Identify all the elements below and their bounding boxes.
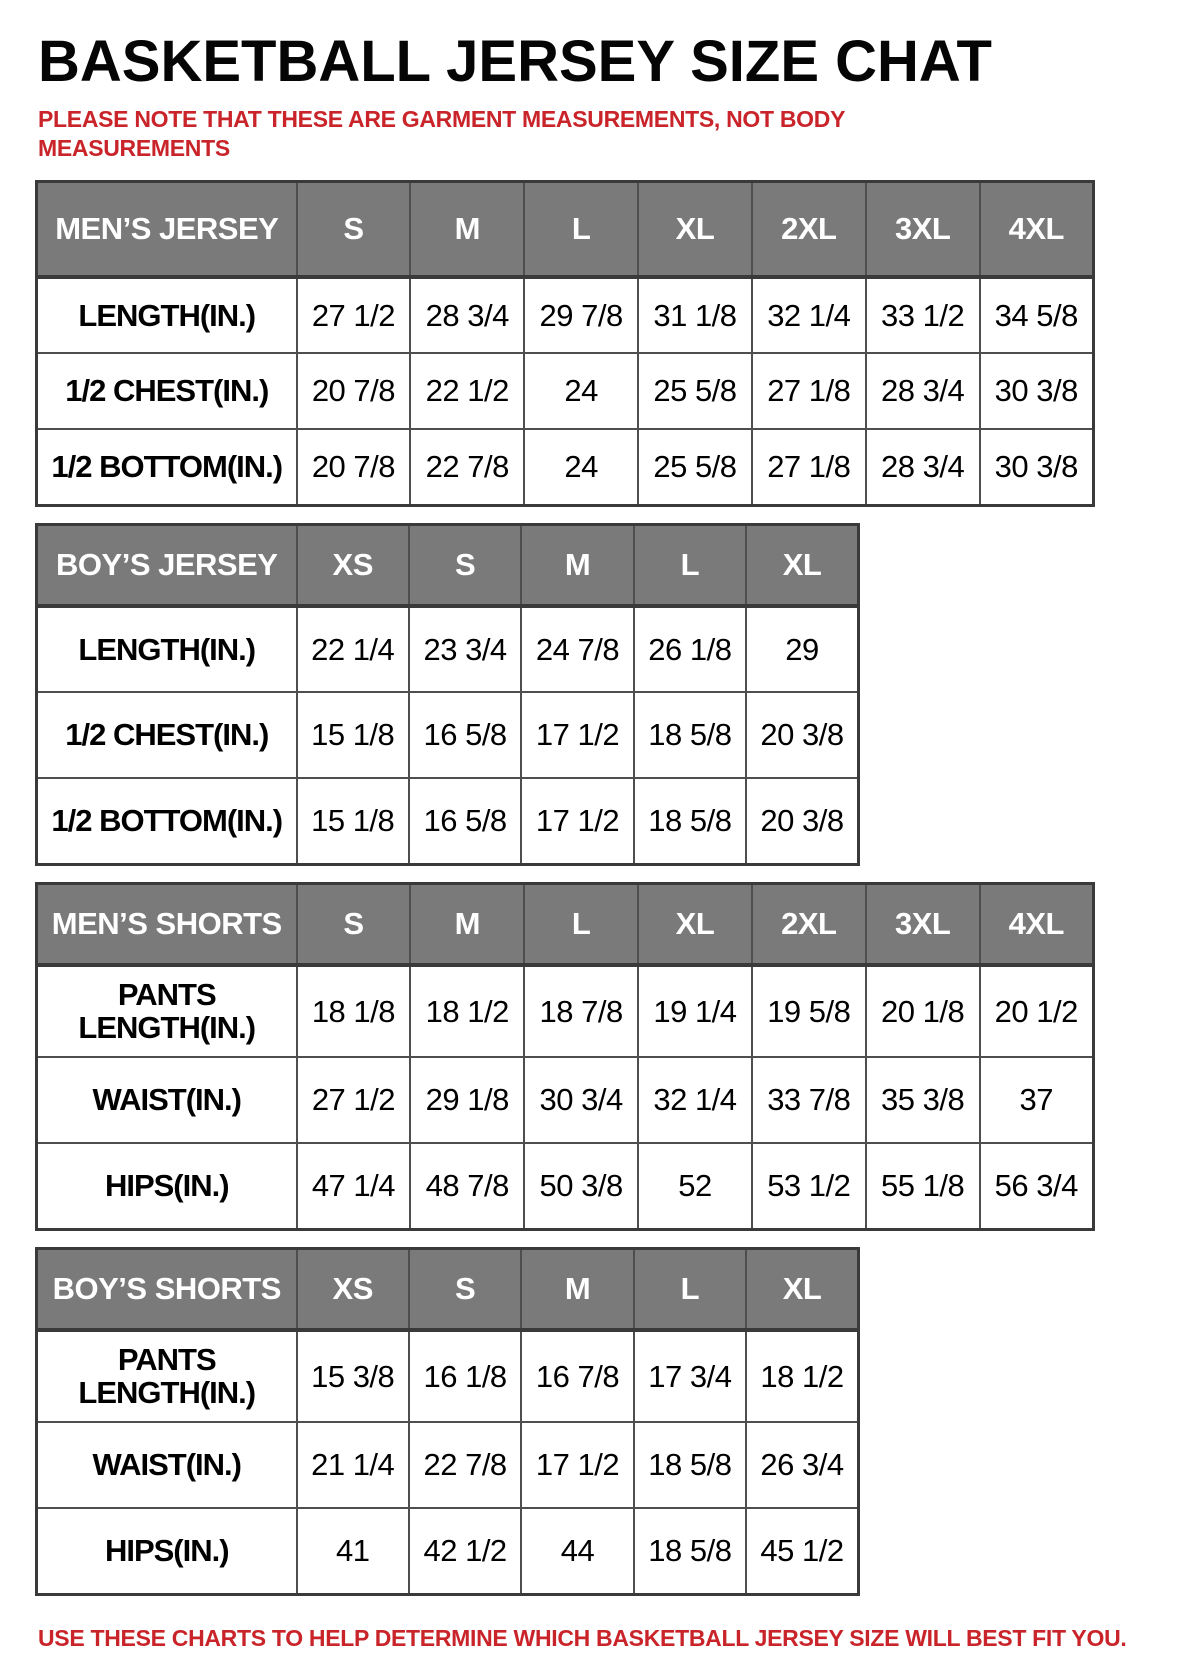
size-value-cell: 55 1/8 (866, 1143, 980, 1229)
row-label-cell: LENGTH(IN.) (37, 606, 297, 692)
size-value-cell: 20 1/8 (866, 965, 980, 1057)
size-value-cell: 29 (746, 606, 858, 692)
size-value-cell: 15 3/8 (297, 1330, 409, 1422)
size-value-cell: 18 5/8 (634, 778, 746, 864)
tables-area (0, 180, 1200, 1596)
table-row (37, 1508, 859, 1594)
size-value-cell: 22 7/8 (410, 429, 524, 505)
men-s-jersey-table (35, 180, 1095, 507)
size-value-cell: 28 3/4 (866, 429, 980, 505)
row-label-cell: 1/2 BOTTOM(IN.) (37, 429, 297, 505)
size-value-cell: 26 3/4 (746, 1422, 858, 1508)
table-row (37, 353, 1094, 429)
size-value-cell: 22 7/8 (409, 1422, 521, 1508)
table-row (37, 606, 859, 692)
row-label-cell: HIPS(IN.) (37, 1143, 297, 1229)
size-value-cell: 20 3/8 (746, 692, 858, 778)
size-value-cell: 15 1/8 (297, 778, 409, 864)
size-value-cell: 18 1/2 (746, 1330, 858, 1422)
table-row (37, 1330, 859, 1422)
row-label-cell: WAIST(IN.) (37, 1422, 297, 1508)
size-header-l: L (634, 524, 746, 606)
boy-s-shorts-table (35, 1247, 860, 1596)
size-header-2xl: 2XL (752, 883, 866, 965)
size-header-xl: XL (638, 883, 752, 965)
size-value-cell: 30 3/8 (980, 429, 1094, 505)
size-value-cell: 32 1/4 (752, 277, 866, 353)
size-value-cell: 29 1/8 (410, 1057, 524, 1143)
table-row (37, 277, 1094, 353)
size-header-xs: XS (297, 1248, 409, 1330)
size-header-l: L (634, 1248, 746, 1330)
size-header-l: L (524, 883, 638, 965)
men-s-shorts-title-cell: MEN’S SHORTS (37, 883, 297, 965)
size-value-cell: 18 7/8 (524, 965, 638, 1057)
size-value-cell: 24 7/8 (521, 606, 633, 692)
page-title: BASKETBALL JERSEY SIZE CHAT (38, 29, 992, 94)
size-value-cell: 16 5/8 (409, 778, 521, 864)
size-value-cell: 17 3/4 (634, 1330, 746, 1422)
size-header-m: M (521, 524, 633, 606)
size-value-cell: 20 1/2 (980, 965, 1094, 1057)
size-value-cell: 27 1/8 (752, 429, 866, 505)
table-row (37, 965, 1094, 1057)
men-s-jersey-header-row (37, 181, 1094, 277)
size-value-cell: 41 (297, 1508, 409, 1594)
size-value-cell: 30 3/4 (524, 1057, 638, 1143)
size-value-cell: 32 1/4 (638, 1057, 752, 1143)
boy-s-jersey-table (35, 523, 860, 866)
size-value-cell: 31 1/8 (638, 277, 752, 353)
size-header-xl: XL (746, 524, 858, 606)
size-header-4xl: 4XL (980, 181, 1094, 277)
size-value-cell: 18 1/2 (410, 965, 524, 1057)
size-header-l: L (524, 181, 638, 277)
row-label-cell: 1/2 CHEST(IN.) (37, 692, 297, 778)
boy-s-shorts-title-cell: BOY’S SHORTS (37, 1248, 297, 1330)
boy-s-shorts-header-row (37, 1248, 859, 1330)
size-value-cell: 18 5/8 (634, 692, 746, 778)
size-value-cell: 30 3/8 (980, 353, 1094, 429)
size-value-cell: 42 1/2 (409, 1508, 521, 1594)
size-value-cell: 22 1/2 (410, 353, 524, 429)
row-label-cell: 1/2 CHEST(IN.) (37, 353, 297, 429)
size-value-cell: 27 1/8 (752, 353, 866, 429)
size-value-cell: 18 1/8 (297, 965, 411, 1057)
size-header-2xl: 2XL (752, 181, 866, 277)
size-value-cell: 28 3/4 (866, 353, 980, 429)
size-value-cell: 16 1/8 (409, 1330, 521, 1422)
size-header-m: M (410, 883, 524, 965)
size-value-cell: 34 5/8 (980, 277, 1094, 353)
size-value-cell: 45 1/2 (746, 1508, 858, 1594)
men-s-shorts-table (35, 882, 1095, 1231)
size-value-cell: 53 1/2 (752, 1143, 866, 1229)
size-header-s: S (297, 181, 411, 277)
size-header-m: M (410, 181, 524, 277)
fit-advice-note: USE THESE CHARTS TO HELP DETERMINE WHICH BASKETBALL JERSEY SIZE WILL BEST FIT YOU. (38, 1624, 1127, 1651)
size-value-cell: 28 3/4 (410, 277, 524, 353)
size-header-xl: XL (746, 1248, 858, 1330)
size-header-s: S (409, 1248, 521, 1330)
size-header-s: S (297, 883, 411, 965)
size-header-xs: XS (297, 524, 409, 606)
size-value-cell: 25 5/8 (638, 353, 752, 429)
size-value-cell: 17 1/2 (521, 1422, 633, 1508)
size-header-3xl: 3XL (866, 883, 980, 965)
size-value-cell: 19 5/8 (752, 965, 866, 1057)
table-row (37, 778, 859, 864)
size-value-cell: 33 1/2 (866, 277, 980, 353)
boy-s-jersey-title-cell: BOY’S JERSEY (37, 524, 297, 606)
table-row (37, 1057, 1094, 1143)
row-label-cell: PANTS LENGTH(IN.) (37, 1330, 297, 1422)
garment-measurement-note: PLEASE NOTE THAT THESE ARE GARMENT MEASUREMENTS, NOT BODY MEASUREMENTS (38, 106, 845, 162)
size-value-cell: 20 3/8 (746, 778, 858, 864)
size-header-3xl: 3XL (866, 181, 980, 277)
size-value-cell: 24 (524, 353, 638, 429)
size-value-cell: 19 1/4 (638, 965, 752, 1057)
size-value-cell: 25 5/8 (638, 429, 752, 505)
men-s-jersey-title-cell: MEN’S JERSEY (37, 181, 297, 277)
size-value-cell: 44 (521, 1508, 633, 1594)
size-value-cell: 29 7/8 (524, 277, 638, 353)
row-label-cell: HIPS(IN.) (37, 1508, 297, 1594)
size-header-m: M (521, 1248, 633, 1330)
size-value-cell: 23 3/4 (409, 606, 521, 692)
size-value-cell: 17 1/2 (521, 778, 633, 864)
size-value-cell: 18 5/8 (634, 1508, 746, 1594)
size-value-cell: 18 5/8 (634, 1422, 746, 1508)
size-value-cell: 52 (638, 1143, 752, 1229)
size-value-cell: 27 1/2 (297, 1057, 411, 1143)
row-label-cell: WAIST(IN.) (37, 1057, 297, 1143)
table-row (37, 1143, 1094, 1229)
row-label-cell: 1/2 BOTTOM(IN.) (37, 778, 297, 864)
size-value-cell: 35 3/8 (866, 1057, 980, 1143)
size-value-cell: 56 3/4 (980, 1143, 1094, 1229)
boy-s-jersey-header-row (37, 524, 859, 606)
size-header-4xl: 4XL (980, 883, 1094, 965)
size-value-cell: 15 1/8 (297, 692, 409, 778)
size-header-xl: XL (638, 181, 752, 277)
size-value-cell: 22 1/4 (297, 606, 409, 692)
row-label-cell: PANTS LENGTH(IN.) (37, 965, 297, 1057)
size-value-cell: 24 (524, 429, 638, 505)
size-value-cell: 26 1/8 (634, 606, 746, 692)
size-value-cell: 20 7/8 (297, 429, 411, 505)
size-value-cell: 48 7/8 (410, 1143, 524, 1229)
men-s-shorts-header-row (37, 883, 1094, 965)
table-row (37, 692, 859, 778)
size-value-cell: 37 (980, 1057, 1094, 1143)
table-row (37, 1422, 859, 1508)
size-value-cell: 17 1/2 (521, 692, 633, 778)
size-value-cell: 50 3/8 (524, 1143, 638, 1229)
row-label-cell: LENGTH(IN.) (37, 277, 297, 353)
size-value-cell: 16 5/8 (409, 692, 521, 778)
size-value-cell: 27 1/2 (297, 277, 411, 353)
size-value-cell: 16 7/8 (521, 1330, 633, 1422)
size-value-cell: 33 7/8 (752, 1057, 866, 1143)
size-value-cell: 21 1/4 (297, 1422, 409, 1508)
size-value-cell: 20 7/8 (297, 353, 411, 429)
size-header-s: S (409, 524, 521, 606)
table-row (37, 429, 1094, 505)
size-value-cell: 47 1/4 (297, 1143, 411, 1229)
